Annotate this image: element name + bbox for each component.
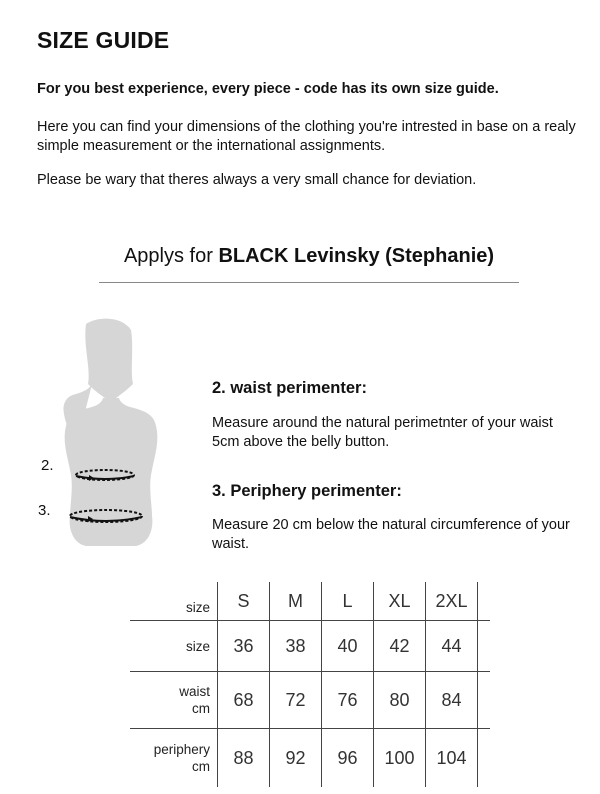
table-cell: 38 — [270, 621, 322, 672]
marker-waist: 2. — [41, 457, 54, 474]
table-edge — [478, 672, 491, 729]
applies-prefix: Applys for — [123, 245, 219, 267]
table-edge — [478, 582, 491, 621]
row-label-line2: cm — [192, 759, 210, 774]
size-col-m: M — [270, 582, 322, 621]
table-row — [130, 729, 490, 788]
row-label-line1: waist — [179, 684, 210, 699]
row-label — [130, 729, 218, 788]
deviation-note: Please be wary that theres always a very small chance for deviation. — [37, 172, 477, 188]
intro-lead: For you best experience, every piece - code has its own size guide. — [37, 81, 499, 97]
applies-heading — [0, 245, 600, 268]
table-row — [130, 621, 490, 672]
table-cell: 76 — [322, 672, 374, 729]
size-col-2xl: 2XL — [426, 582, 478, 621]
table-cell: 96 — [322, 729, 374, 788]
table-edge — [478, 729, 491, 788]
size-col-l: L — [322, 582, 374, 621]
waist-description: Measure around the natural perimetnter of your waist 5cm above the belly button. — [212, 415, 553, 450]
periphery-description: Measure 20 cm below the natural circumference of your waist. — [212, 517, 570, 552]
table-cell: 104 — [426, 729, 478, 788]
table-cell: 42 — [374, 621, 426, 672]
table-cell: 92 — [270, 729, 322, 788]
table-cell: 84 — [426, 672, 478, 729]
table-cell: 68 — [218, 672, 270, 729]
table-row — [130, 672, 490, 729]
row-label-line1: periphery — [153, 742, 210, 757]
table-cell: 80 — [374, 672, 426, 729]
table-cell: 100 — [374, 729, 426, 788]
table-cell: 40 — [322, 621, 374, 672]
marker-periphery: 3. — [38, 502, 51, 519]
row-label — [130, 672, 218, 729]
table-cell: 72 — [270, 672, 322, 729]
periphery-heading: 3. Periphery perimenter: — [212, 482, 402, 500]
waist-heading: 2. waist perimenter: — [212, 379, 367, 397]
header-label: size — [185, 600, 210, 615]
table-cell: 88 — [218, 729, 270, 788]
page-title: SIZE GUIDE — [37, 27, 170, 53]
row-label-line2: cm — [192, 701, 210, 716]
female-silhouette-icon — [36, 318, 186, 554]
row-label-line1: size — [185, 638, 210, 654]
divider — [99, 282, 519, 283]
intro-paragraph: Here you can find your dimensions of the clothing you're intrested in base on a realy simple measurement or the international assignments. — [37, 119, 576, 154]
size-col-s: S — [218, 582, 270, 621]
table-cell: 44 — [426, 621, 478, 672]
table-edge — [478, 621, 491, 672]
product-name: BLACK Levinsky (Stephanie) — [218, 245, 495, 267]
table-cell: 36 — [218, 621, 270, 672]
row-label — [130, 621, 218, 672]
size-table — [130, 582, 490, 787]
table-header-row — [130, 582, 490, 621]
size-col-xl: XL — [374, 582, 426, 621]
